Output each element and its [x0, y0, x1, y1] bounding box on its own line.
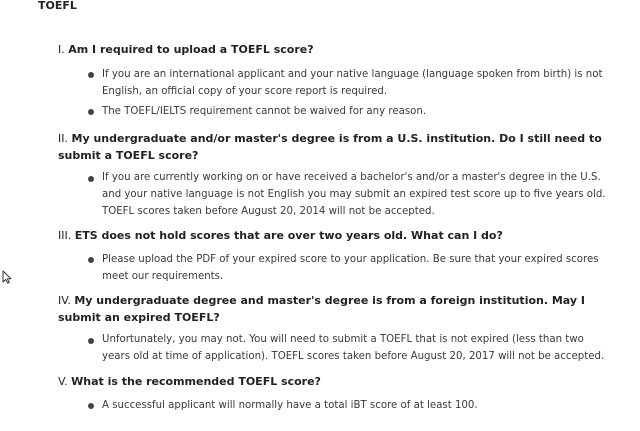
question-number: IV. — [58, 294, 71, 307]
faq-answer-4-1: Unfortunately, you may not. You will need to submit a TOEFL that is not expired (less than two years old at time of application). TOEFL scores taken before August 20, 2017 will not be accepted. — [102, 334, 605, 362]
faq-question-4 — [58, 292, 614, 326]
bullet-icon — [88, 72, 94, 78]
question-number: V. — [58, 375, 68, 388]
bullet-icon — [88, 109, 94, 115]
faq-answer-5-1: A successful applicant will normally have a total iBT score of at least 100. — [102, 400, 478, 411]
faq-answer-3-1: Please upload the PDF of your expired score to your application. Be sure that your expired scores meet our requirements. — [102, 254, 599, 282]
question-text: Am I required to upload a TOEFL score? — [68, 43, 314, 56]
question-number: II. — [58, 132, 68, 145]
faq-question-5 — [58, 373, 614, 390]
question-number: I. — [58, 43, 65, 56]
faq-answer-1-1: If you are an international applicant and your native language (language spoken from birth) is not English, an official copy of your score report is required. — [102, 69, 603, 97]
bullet-icon — [88, 338, 94, 344]
question-text: What is the recommended TOEFL score? — [71, 375, 321, 388]
bullet-icon — [88, 257, 94, 263]
question-number: III. — [58, 229, 72, 242]
faq-question-2 — [58, 130, 614, 164]
faq-answer-1-2: The TOEFL/IELTS requirement cannot be waived for any reason. — [102, 106, 427, 117]
faq-question-1 — [58, 41, 614, 58]
question-text: ETS does not hold scores that are over two years old. What can I do? — [74, 229, 503, 242]
faq-question-3 — [58, 227, 614, 244]
bullet-icon — [88, 403, 94, 409]
page-title: TOEFL — [38, 0, 77, 12]
mouse-pointer-icon — [2, 270, 12, 284]
bullet-icon — [88, 176, 94, 182]
question-text: My undergraduate and/or master's degree is from a U.S. institution. Do I still need to submit a TOEFL score? — [58, 132, 602, 162]
question-text: My undergraduate degree and master's degree is from a foreign institution. May I submit an expired TOEFL? — [58, 294, 585, 324]
faq-answer-2-1: If you are currently working on or have received a bachelor's and/or a master's degree in the U.S. and your native language is not English you may submit an expired test score up to five years old. TOEFL scores taken before August 20, 2014 will not be accepted. — [102, 172, 606, 217]
